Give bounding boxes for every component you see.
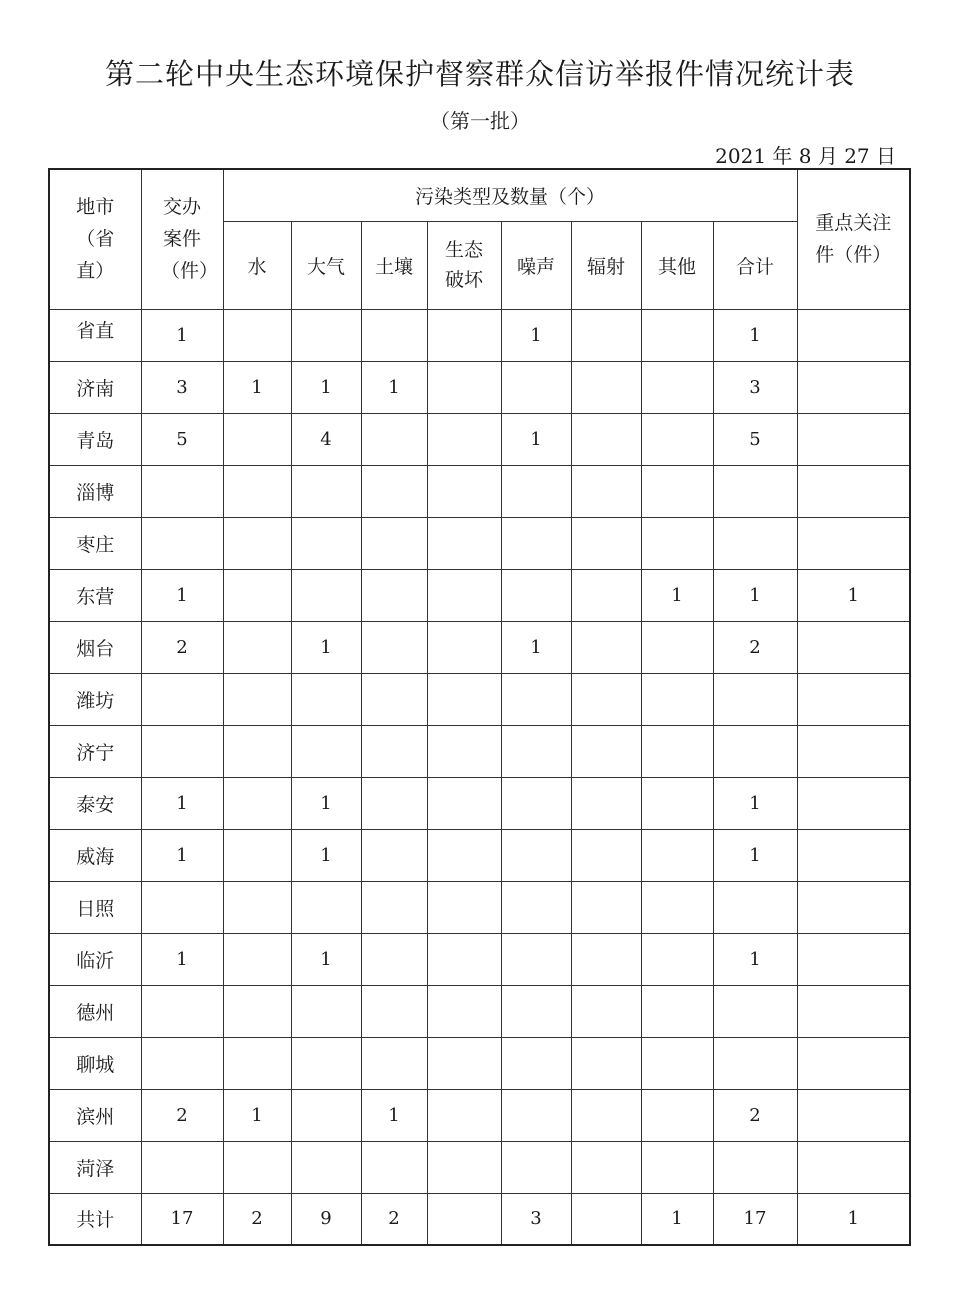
cell-other: 1: [641, 569, 713, 621]
cell-water: [223, 517, 291, 569]
table-row: [49, 725, 910, 777]
header-ecology: 生态破坏: [427, 221, 501, 309]
cell-noise: [501, 517, 571, 569]
cell-air: 1: [291, 829, 361, 881]
cell-noise: 3: [501, 1193, 571, 1245]
cell-radiation: [571, 465, 641, 517]
cell-ecology: [427, 777, 501, 829]
total-row: [49, 1193, 910, 1245]
table-row: [49, 777, 910, 829]
cell-noise: [501, 777, 571, 829]
cell-key: [797, 517, 910, 569]
cell-ecology: [427, 1037, 501, 1089]
cell-noise: 1: [501, 309, 571, 361]
cell-radiation: [571, 777, 641, 829]
cell-region: 共计: [49, 1193, 141, 1245]
cell-assigned: 17: [141, 1193, 223, 1245]
cell-other: [641, 829, 713, 881]
cell-assigned: [141, 673, 223, 725]
cell-ecology: [427, 361, 501, 413]
cell-assigned: 5: [141, 413, 223, 465]
cell-radiation: [571, 1193, 641, 1245]
cell-ecology: [427, 413, 501, 465]
table-row: [49, 1141, 910, 1193]
cell-other: [641, 1037, 713, 1089]
cell-soil: [361, 413, 427, 465]
table-row: [49, 309, 910, 361]
cell-soil: [361, 1037, 427, 1089]
table-row: [49, 881, 910, 933]
cell-ecology: [427, 725, 501, 777]
cell-other: [641, 361, 713, 413]
table-row: [49, 465, 910, 517]
cell-other: [641, 465, 713, 517]
cell-assigned: 1: [141, 569, 223, 621]
cell-region: 泰安: [49, 777, 141, 829]
cell-ecology: [427, 465, 501, 517]
cell-assigned: [141, 1141, 223, 1193]
header-assigned: 交办案件（件）: [141, 169, 223, 309]
cell-ecology: [427, 985, 501, 1037]
cell-subtotal: 5: [713, 413, 797, 465]
cell-subtotal: 2: [713, 621, 797, 673]
cell-key: [797, 465, 910, 517]
cell-radiation: [571, 1141, 641, 1193]
cell-other: [641, 1141, 713, 1193]
cell-water: [223, 465, 291, 517]
cell-assigned: [141, 1037, 223, 1089]
cell-radiation: [571, 517, 641, 569]
cell-water: [223, 725, 291, 777]
cell-noise: [501, 569, 571, 621]
cell-region: 济南: [49, 361, 141, 413]
cell-water: 1: [223, 361, 291, 413]
cell-radiation: [571, 413, 641, 465]
cell-subtotal: [713, 673, 797, 725]
cell-subtotal: 1: [713, 569, 797, 621]
table-row: [49, 933, 910, 985]
cell-other: [641, 985, 713, 1037]
cell-ecology: [427, 569, 501, 621]
header-pollution-group: 污染类型及数量（个）: [223, 169, 797, 221]
cell-region: 临沂: [49, 933, 141, 985]
cell-radiation: [571, 621, 641, 673]
cell-air: [291, 673, 361, 725]
cell-assigned: 2: [141, 621, 223, 673]
cell-soil: [361, 621, 427, 673]
cell-air: 1: [291, 777, 361, 829]
document-title: 第二轮中央生态环境保护督察群众信访举报件情况统计表: [104, 57, 855, 91]
cell-subtotal: 3: [713, 361, 797, 413]
cell-noise: 1: [501, 621, 571, 673]
cell-soil: [361, 829, 427, 881]
cell-key: [797, 309, 910, 361]
cell-region: 烟台: [49, 621, 141, 673]
cell-air: [291, 465, 361, 517]
cell-ecology: [427, 309, 501, 361]
header-soil: 土壤: [361, 221, 427, 309]
cell-noise: [501, 725, 571, 777]
cell-air: 1: [291, 621, 361, 673]
cell-air: [291, 881, 361, 933]
cell-water: [223, 413, 291, 465]
cell-other: [641, 777, 713, 829]
cell-subtotal: 1: [713, 309, 797, 361]
cell-subtotal: [713, 881, 797, 933]
cell-radiation: [571, 569, 641, 621]
cell-key: 1: [797, 569, 910, 621]
cell-other: [641, 621, 713, 673]
cell-subtotal: [713, 985, 797, 1037]
cell-ecology: [427, 1141, 501, 1193]
cell-assigned: 2: [141, 1089, 223, 1141]
cell-key: [797, 1037, 910, 1089]
table-row: [49, 413, 910, 465]
cell-key: [797, 413, 910, 465]
cell-water: [223, 569, 291, 621]
cell-noise: [501, 1089, 571, 1141]
header-region: 地市（省直）: [49, 169, 141, 309]
cell-key: [797, 1089, 910, 1141]
cell-key: [797, 933, 910, 985]
cell-ecology: [427, 829, 501, 881]
cell-noise: [501, 933, 571, 985]
cell-water: [223, 881, 291, 933]
cell-ecology: [427, 881, 501, 933]
cell-air: 1: [291, 933, 361, 985]
header-noise: 噪声: [501, 221, 571, 309]
cell-other: [641, 517, 713, 569]
document-subtitle: （第一批）: [430, 109, 530, 133]
cell-soil: [361, 465, 427, 517]
cell-region: 日照: [49, 881, 141, 933]
cell-soil: 2: [361, 1193, 427, 1245]
cell-key: [797, 673, 910, 725]
cell-radiation: [571, 1089, 641, 1141]
cell-subtotal: 1: [713, 829, 797, 881]
cell-key: [797, 829, 910, 881]
cell-other: 1: [641, 1193, 713, 1245]
cell-radiation: [571, 1037, 641, 1089]
cell-soil: [361, 569, 427, 621]
cell-region: 枣庄: [49, 517, 141, 569]
cell-noise: [501, 465, 571, 517]
cell-subtotal: 1: [713, 933, 797, 985]
cell-water: 2: [223, 1193, 291, 1245]
cell-air: [291, 309, 361, 361]
cell-key: [797, 621, 910, 673]
header-subtotal: 合计: [713, 221, 797, 309]
cell-key: [797, 725, 910, 777]
cell-region: 淄博: [49, 465, 141, 517]
cell-other: [641, 309, 713, 361]
cell-water: [223, 1141, 291, 1193]
cell-region: 滨州: [49, 1089, 141, 1141]
cell-key: 1: [797, 1193, 910, 1245]
cell-assigned: 3: [141, 361, 223, 413]
table-row: [49, 517, 910, 569]
cell-air: 1: [291, 361, 361, 413]
cell-air: [291, 1089, 361, 1141]
cell-radiation: [571, 985, 641, 1037]
header-other: 其他: [641, 221, 713, 309]
header-air: 大气: [291, 221, 361, 309]
cell-region: 潍坊: [49, 673, 141, 725]
statistics-table: [48, 168, 911, 1246]
table-row: [49, 829, 910, 881]
cell-water: [223, 933, 291, 985]
cell-ecology: [427, 1193, 501, 1245]
cell-water: [223, 829, 291, 881]
header-row-top: [49, 169, 910, 221]
table-body: [49, 309, 910, 1245]
cell-subtotal: [713, 725, 797, 777]
table-row: [49, 361, 910, 413]
table-row: [49, 985, 910, 1037]
cell-soil: [361, 1141, 427, 1193]
cell-radiation: [571, 881, 641, 933]
cell-assigned: [141, 725, 223, 777]
cell-air: [291, 725, 361, 777]
cell-subtotal: 1: [713, 777, 797, 829]
cell-ecology: [427, 1089, 501, 1141]
cell-subtotal: 2: [713, 1089, 797, 1141]
cell-radiation: [571, 361, 641, 413]
cell-noise: [501, 829, 571, 881]
cell-soil: 1: [361, 361, 427, 413]
cell-region: 东营: [49, 569, 141, 621]
cell-soil: [361, 933, 427, 985]
cell-water: [223, 1037, 291, 1089]
cell-air: [291, 517, 361, 569]
cell-key: [797, 881, 910, 933]
cell-other: [641, 1089, 713, 1141]
cell-soil: [361, 881, 427, 933]
header-water: 水: [223, 221, 291, 309]
header-key-focus: 重点关注件（件）: [797, 169, 910, 309]
cell-subtotal: [713, 1141, 797, 1193]
cell-other: [641, 933, 713, 985]
cell-key: [797, 985, 910, 1037]
cell-other: [641, 413, 713, 465]
cell-soil: [361, 985, 427, 1037]
cell-air: [291, 985, 361, 1037]
cell-soil: [361, 725, 427, 777]
cell-soil: [361, 673, 427, 725]
table-row: [49, 621, 910, 673]
cell-soil: [361, 309, 427, 361]
cell-water: [223, 309, 291, 361]
cell-noise: [501, 1141, 571, 1193]
cell-assigned: 1: [141, 829, 223, 881]
cell-water: [223, 777, 291, 829]
cell-subtotal: [713, 517, 797, 569]
cell-noise: [501, 1037, 571, 1089]
cell-ecology: [427, 933, 501, 985]
table-row: [49, 569, 910, 621]
cell-assigned: [141, 985, 223, 1037]
cell-assigned: [141, 465, 223, 517]
cell-region: 德州: [49, 985, 141, 1037]
cell-soil: 1: [361, 1089, 427, 1141]
cell-assigned: [141, 517, 223, 569]
cell-ecology: [427, 621, 501, 673]
cell-radiation: [571, 933, 641, 985]
cell-ecology: [427, 673, 501, 725]
cell-assigned: 1: [141, 777, 223, 829]
cell-region: 聊城: [49, 1037, 141, 1089]
cell-soil: [361, 517, 427, 569]
cell-ecology: [427, 517, 501, 569]
cell-key: [797, 777, 910, 829]
cell-radiation: [571, 725, 641, 777]
cell-water: [223, 621, 291, 673]
cell-radiation: [571, 673, 641, 725]
cell-other: [641, 673, 713, 725]
cell-air: 4: [291, 413, 361, 465]
cell-subtotal: [713, 1037, 797, 1089]
cell-assigned: 1: [141, 933, 223, 985]
cell-assigned: 1: [141, 309, 223, 361]
cell-noise: [501, 985, 571, 1037]
cell-subtotal: 17: [713, 1193, 797, 1245]
cell-other: [641, 725, 713, 777]
table-row: [49, 673, 910, 725]
table-row: [49, 1089, 910, 1141]
cell-region: 济宁: [49, 725, 141, 777]
cell-region: 青岛: [49, 413, 141, 465]
cell-water: [223, 673, 291, 725]
table-row: [49, 1037, 910, 1089]
cell-key: [797, 1141, 910, 1193]
cell-noise: [501, 361, 571, 413]
cell-air: [291, 1141, 361, 1193]
cell-key: [797, 361, 910, 413]
cell-other: [641, 881, 713, 933]
cell-soil: [361, 777, 427, 829]
cell-region: 菏泽: [49, 1141, 141, 1193]
cell-air: [291, 1037, 361, 1089]
cell-water: [223, 985, 291, 1037]
cell-noise: [501, 881, 571, 933]
cell-air: 9: [291, 1193, 361, 1245]
cell-radiation: [571, 309, 641, 361]
cell-noise: [501, 673, 571, 725]
cell-region: 省直: [49, 309, 141, 361]
document-date: 2021 年 8 月 27 日: [715, 144, 896, 168]
cell-region: 威海: [49, 829, 141, 881]
cell-noise: 1: [501, 413, 571, 465]
cell-assigned: [141, 881, 223, 933]
cell-water: 1: [223, 1089, 291, 1141]
cell-subtotal: [713, 465, 797, 517]
cell-air: [291, 569, 361, 621]
cell-radiation: [571, 829, 641, 881]
header-radiation: 辐射: [571, 221, 641, 309]
